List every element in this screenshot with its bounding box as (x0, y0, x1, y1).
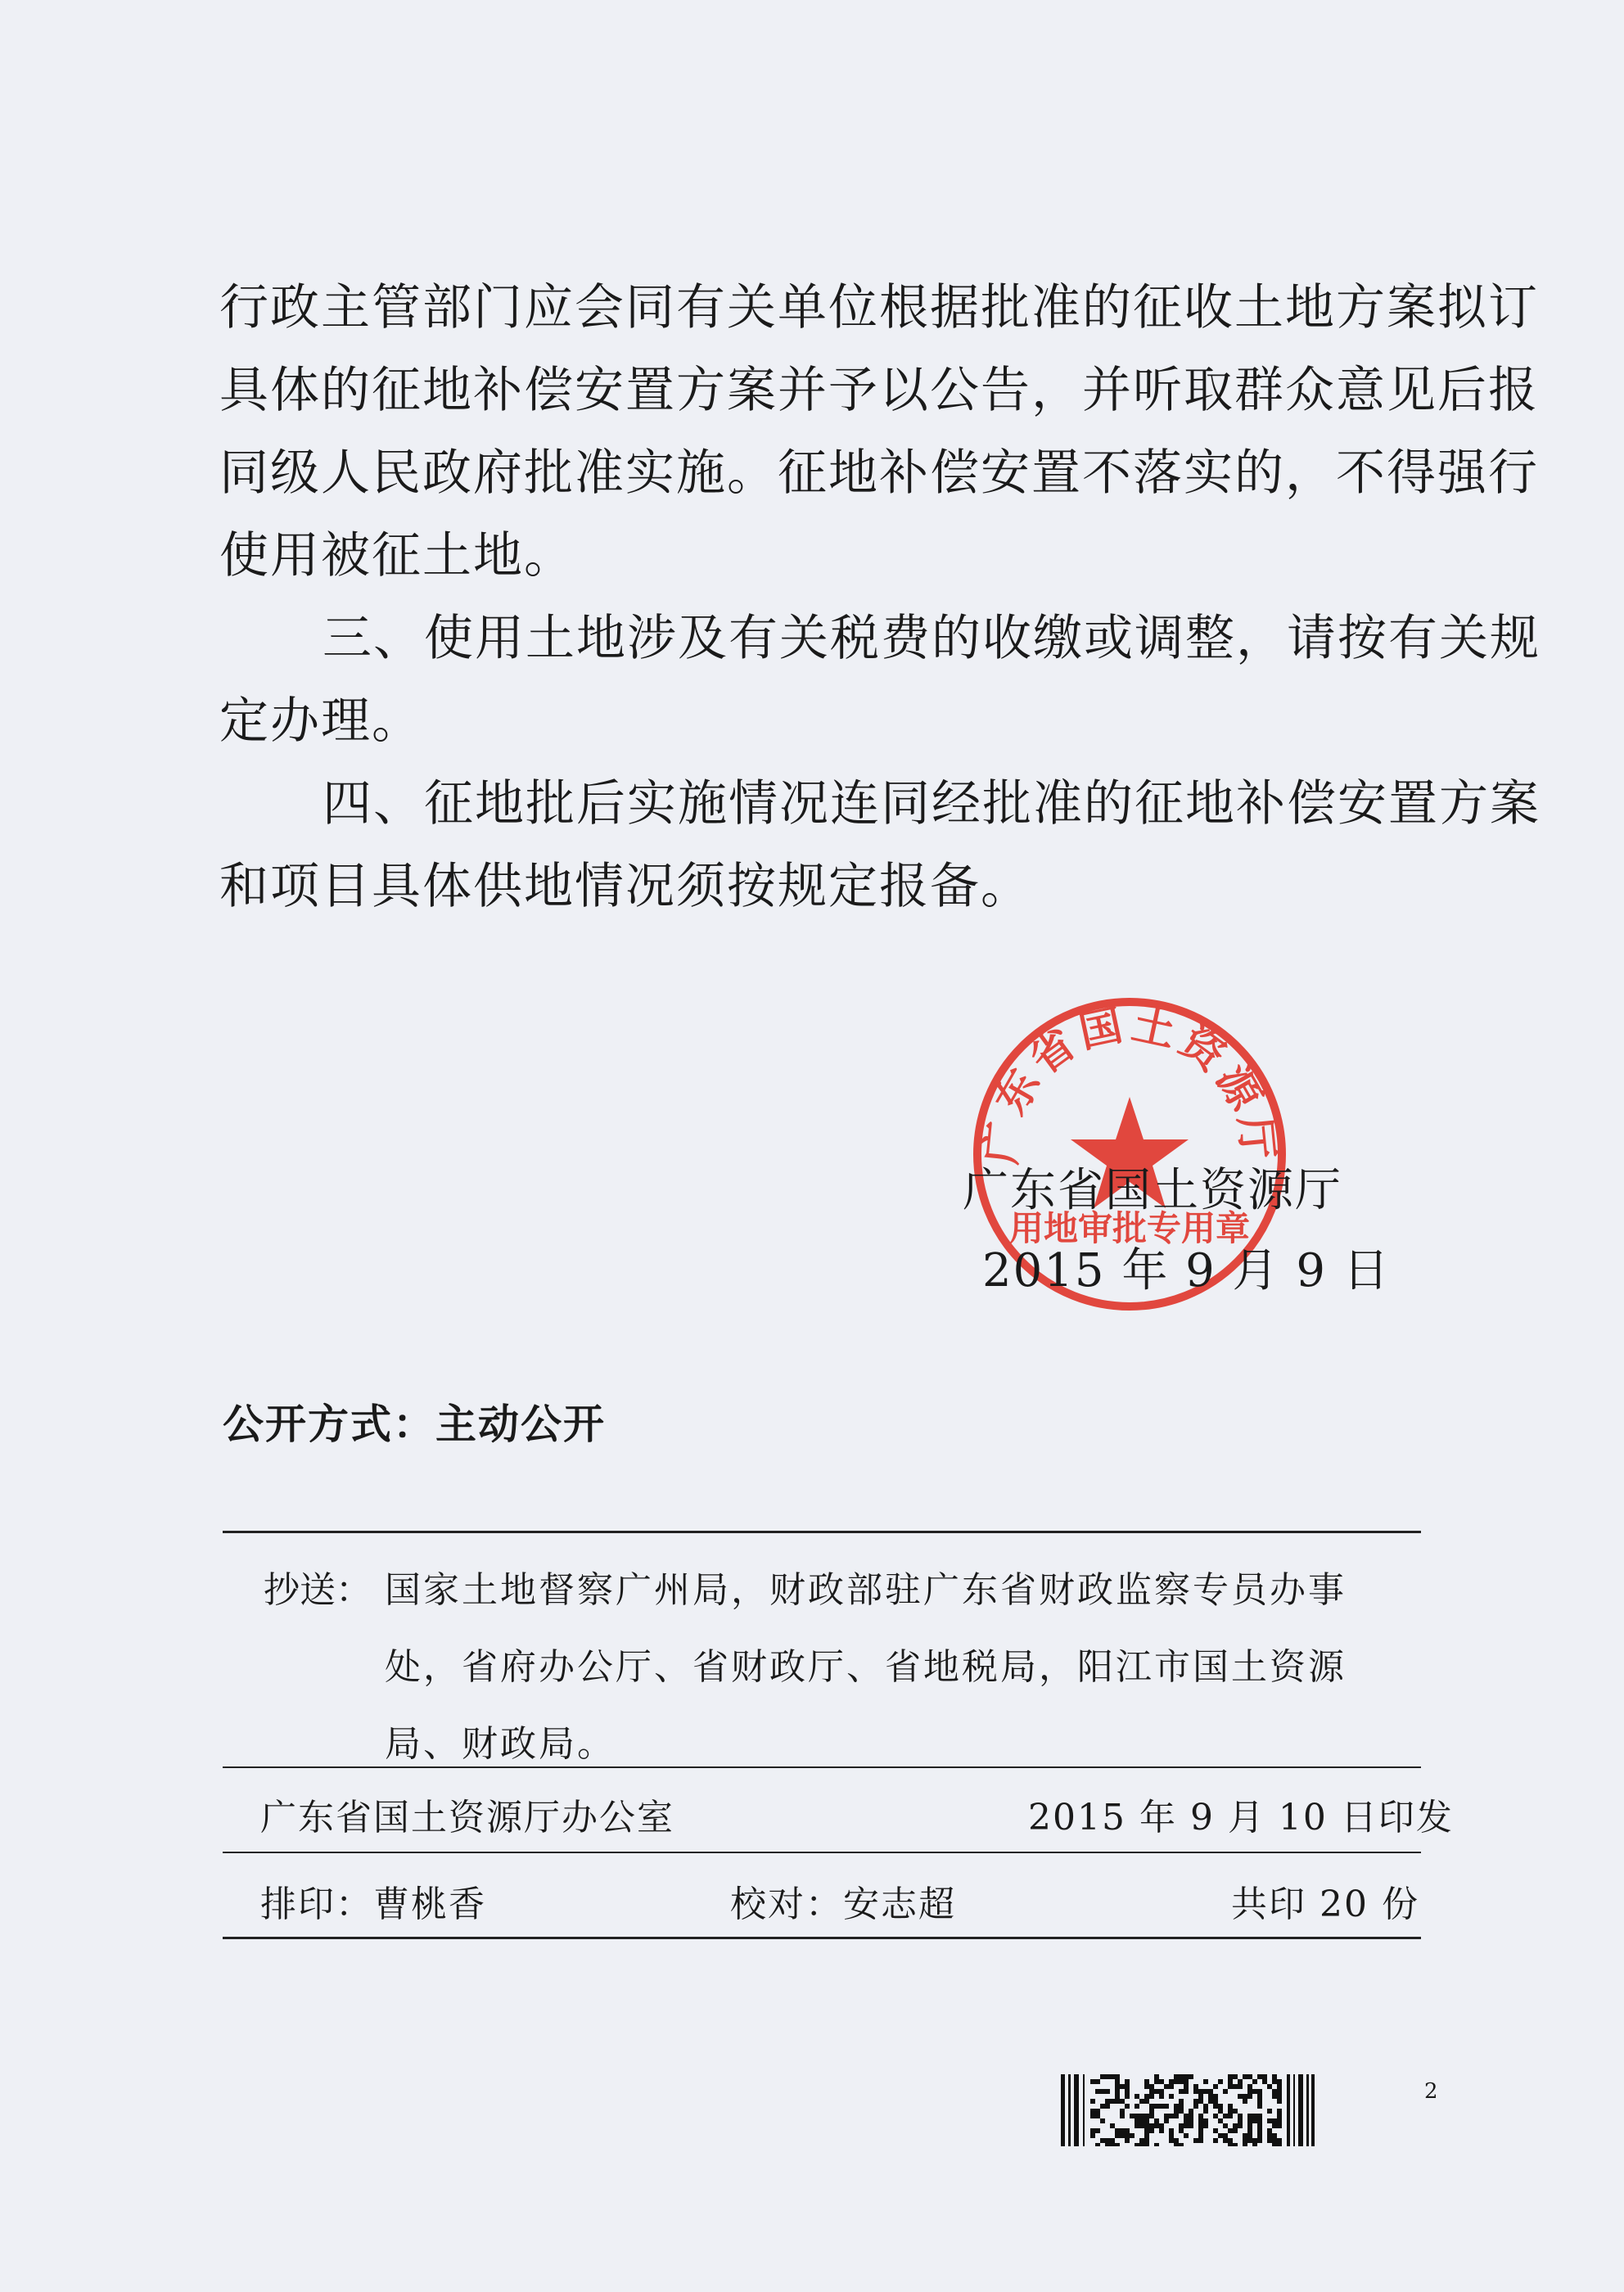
print-copies: 共印 20 份 (1231, 1884, 1419, 1925)
body-paragraph-3 (219, 763, 1541, 928)
paragraph-line: 和项目具体供地情况须按规定报备。 (219, 858, 1031, 915)
body-paragraph-2 (219, 598, 1541, 763)
issuing-office: 广东省国土资源厅办公室 (260, 1797, 674, 1839)
disclosure-method: 公开方式：主动公开 (223, 1401, 606, 1448)
paragraph-line: 同级人民政府批准实施。征地补偿安置不落实的，不得强行 (219, 444, 1539, 502)
signature-date: 2015 年 9 月 9 日 (982, 1244, 1391, 1297)
paragraph-line: 三、使用土地涉及有关税费的收缴或调整，请按有关规 (323, 610, 1541, 667)
divider-lower (223, 1852, 1421, 1853)
page-number: 2 (1424, 2079, 1438, 2104)
paragraph-line: 定办理。 (219, 693, 422, 750)
paragraph-line: 四、征地批后实施情况连同经批准的征地补偿安置方案 (323, 775, 1541, 832)
issue-date: 2015 年 9 月 10 日印发 (1028, 1797, 1454, 1839)
seal-arc-text: 广东省国土资源厅 (977, 999, 1283, 1167)
paragraph-line: 使用被征土地。 (219, 527, 575, 584)
divider-bottom (223, 1937, 1421, 1939)
paragraph-line: 具体的征地补偿安置方案并予以公告，并听取群众意见后报 (219, 362, 1539, 419)
cc-line: 处，省府办公厅、省财政厅、省地税局，阳江市国土资源 (385, 1646, 1347, 1688)
barcode (1061, 2074, 1315, 2146)
proofreader: 校对：安志超 (730, 1884, 956, 1925)
paragraph-line: 行政主管部门应会同有关单位根据批准的征收土地方案拟订 (219, 279, 1539, 336)
body-paragraph-1 (219, 267, 1539, 598)
typist: 排印：曹桃香 (260, 1884, 486, 1925)
cc-line: 国家土地督察广州局，财政部驻广东省财政监察专员办事 (385, 1569, 1347, 1611)
signature-organization: 广东省国土资源厅 (963, 1164, 1342, 1217)
cc-line: 局、财政局。 (385, 1723, 616, 1765)
divider-middle (223, 1766, 1421, 1768)
divider-top (223, 1531, 1421, 1533)
cc-label: 抄送： (264, 1569, 372, 1611)
seal-bottom-text: 用地审批专用章 (1008, 1208, 1251, 1248)
